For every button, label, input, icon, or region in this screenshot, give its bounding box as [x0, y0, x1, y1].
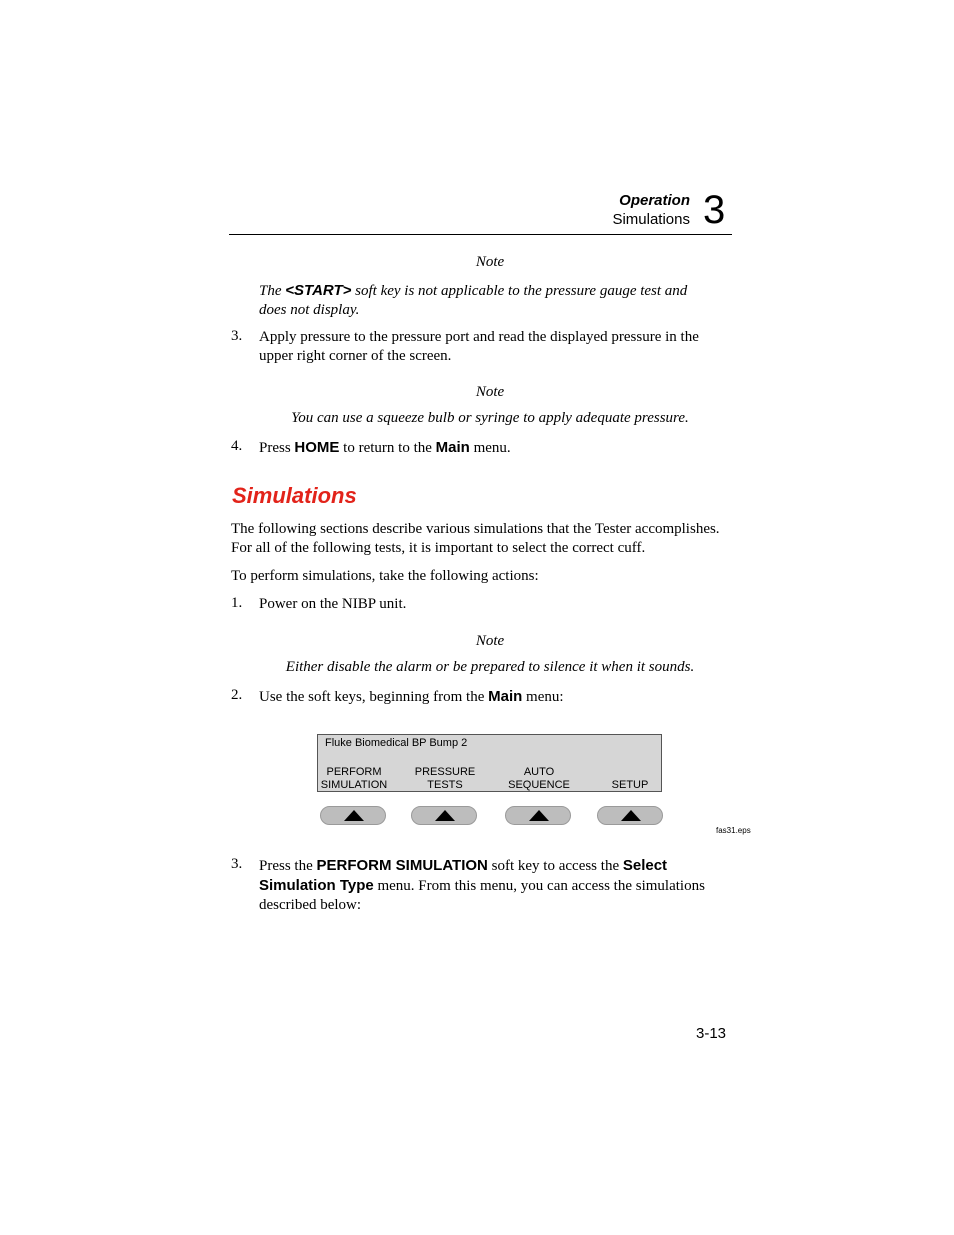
- note-label: Note: [475, 633, 505, 649]
- lcd-title: Fluke Biomedical BP Bump 2: [325, 737, 468, 749]
- step-text: Press the PERFORM SIMULATION soft key to access the Select Simulation Type menu. From this menu, you can access the simulations described below:: [259, 857, 705, 913]
- step-number: 3.: [231, 328, 243, 344]
- select-menu-label: Select: [622, 857, 668, 874]
- header-chapter-number: 3: [703, 188, 726, 232]
- note-label: Note: [475, 254, 505, 270]
- step-number: 4.: [231, 438, 243, 454]
- up-arrow-icon: [435, 810, 455, 821]
- step-number: 3.: [231, 856, 243, 872]
- step-text: Apply pressure to the pressure port and read the displayed pressure in the upper right corner of the screen.: [259, 329, 699, 364]
- simulation-type-menu-label: Simulation Type: [259, 877, 374, 894]
- soft-key-2[interactable]: [411, 806, 477, 825]
- up-arrow-icon: [344, 810, 364, 821]
- lcd-label-auto-sequence: AUTO SEQUENCE: [508, 766, 570, 791]
- home-key-label: HOME: [294, 439, 340, 456]
- main-menu-label: Main: [488, 688, 523, 705]
- section-heading: Simulations: [232, 483, 357, 508]
- step-text: Use the soft keys, beginning from the Main menu:: [259, 688, 564, 705]
- header-rule: [229, 234, 732, 235]
- soft-key-3[interactable]: [505, 806, 571, 825]
- page-number: 3-13: [696, 1025, 727, 1042]
- lcd-screen: [317, 734, 662, 792]
- up-arrow-icon: [529, 810, 549, 821]
- lcd-label-perform-simulation: PERFORM SIMULATION: [320, 766, 388, 791]
- note-label: Note: [475, 384, 505, 400]
- intro-paragraph: The following sections describe various simulations that the Tester accomplishes. For all of the following tests, it is important to select the correct cuff.: [231, 521, 720, 556]
- note-text: Either disable the alarm or be prepared to silence it when it sounds.: [285, 659, 695, 675]
- start-key-label: <START>: [285, 282, 352, 299]
- up-arrow-icon: [621, 810, 641, 821]
- step-number: 1.: [231, 595, 243, 611]
- note-text: You can use a squeeze bulb or syringe to apply adequate pressure.: [291, 410, 689, 426]
- perform-simulation-key-label: PERFORM SIMULATION: [316, 857, 488, 874]
- main-menu-label: Main: [435, 439, 470, 456]
- soft-key-1[interactable]: [320, 806, 386, 825]
- note-text: The <START> soft key is not applicable to the pressure gauge test and does not display.: [259, 282, 688, 318]
- step-text: Press HOME to return to the Main menu.: [259, 439, 511, 456]
- header-subsection-title: Simulations: [612, 211, 690, 228]
- soft-key-4[interactable]: [597, 806, 663, 825]
- figure-id: fas31.eps: [716, 826, 751, 835]
- step-text: Power on the NIBP unit.: [259, 596, 407, 612]
- header-section-title: Operation: [619, 192, 690, 209]
- lcd-label-pressure-tests: PRESSURE TESTS: [414, 766, 476, 791]
- step-number: 2.: [231, 687, 243, 703]
- instruction-paragraph: To perform simulations, take the following actions:: [231, 568, 539, 584]
- lcd-label-setup: SETUP: [611, 779, 649, 791]
